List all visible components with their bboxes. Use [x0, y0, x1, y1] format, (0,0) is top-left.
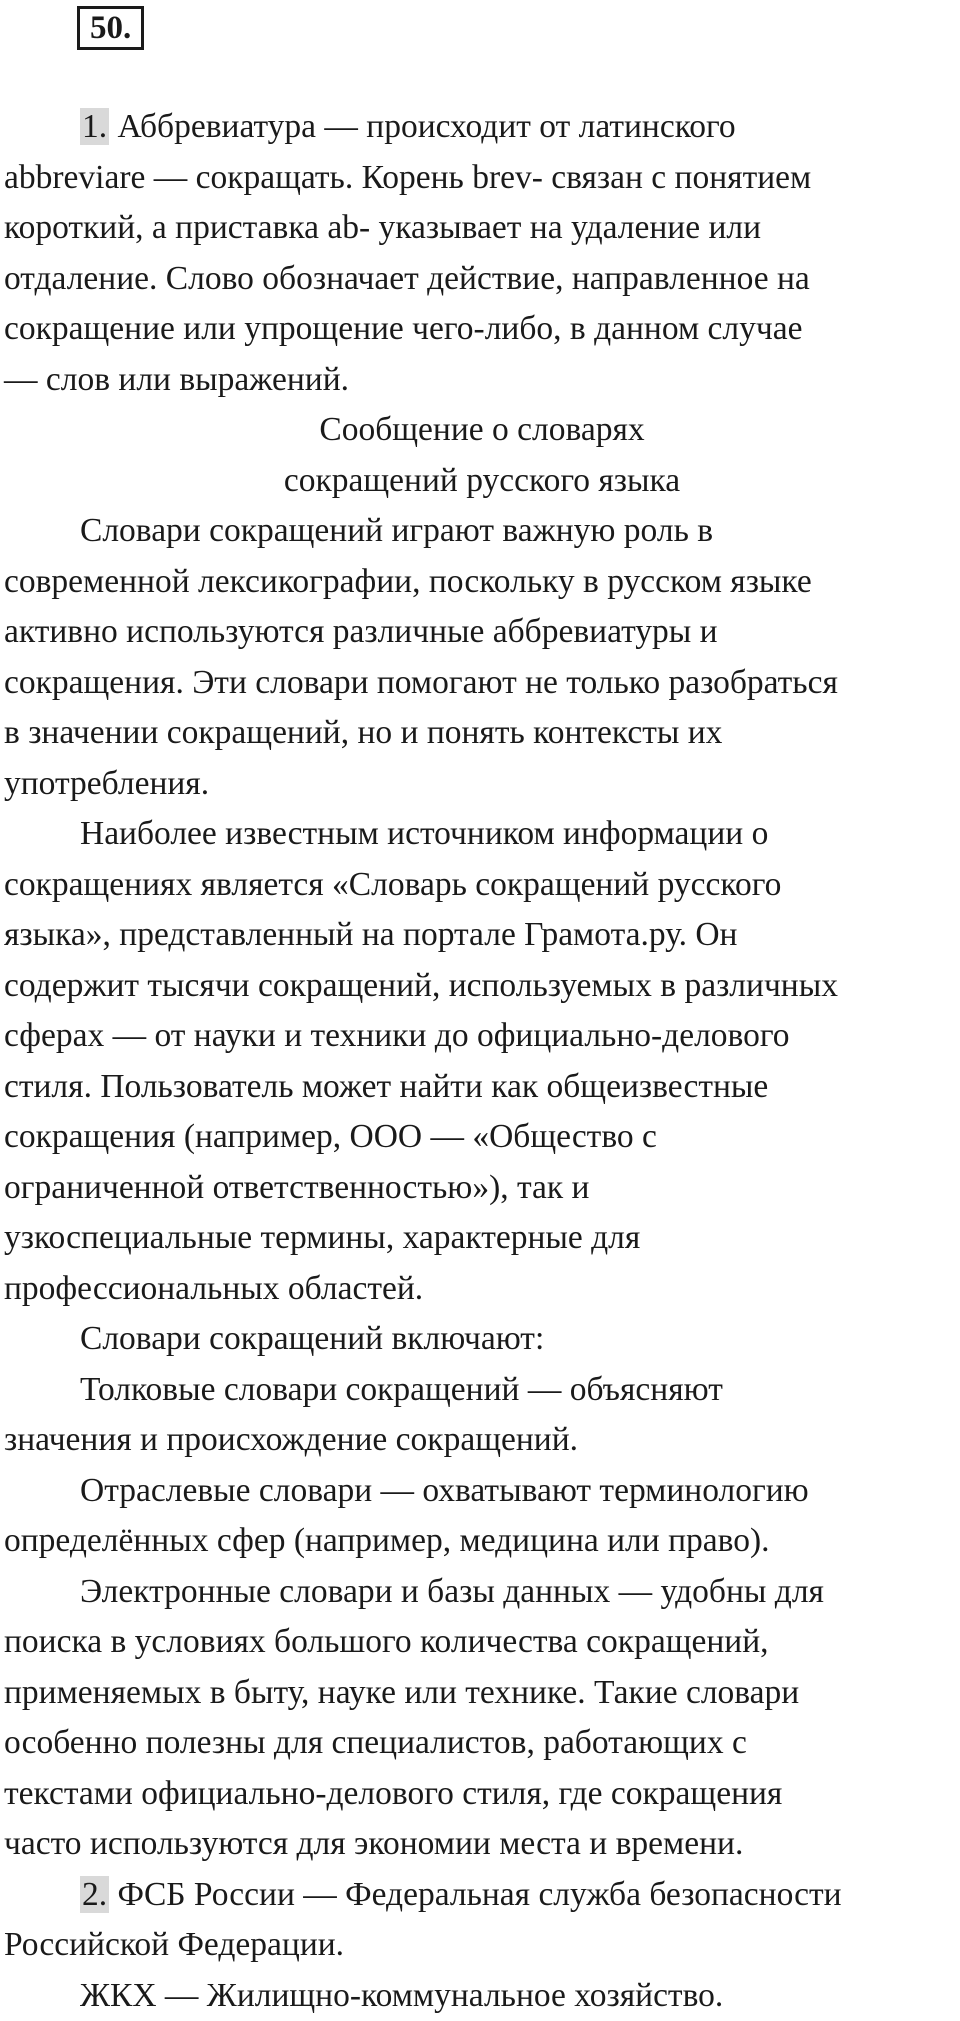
report-line-10: содержит тысячи сокращений, используемых в различных — [4, 966, 838, 1004]
report-line-19: значения и происхождение сокращений. — [4, 1421, 579, 1458]
report-line-25: особенно полезны для специалистов, работающих с — [4, 1724, 747, 1761]
report-line-23: поиска в условиях большого количества сокращений, — [4, 1623, 769, 1660]
section1-line-4: отдаление. Слово обозначает действие, направленное на — [4, 259, 810, 297]
report-line-7: Наиболее известным источником информации о — [80, 815, 769, 852]
report-line-11: сферах — от науки и техники до официально-делового — [4, 1017, 790, 1054]
exercise-number-box: 50. — [77, 6, 144, 50]
section1-line-6: — слов или выражений. — [4, 360, 350, 398]
report-line-13: сокращения (например, ООО — «Общество с — [4, 1118, 657, 1155]
section2-line-2: Российской Федерации. — [4, 1926, 345, 1963]
section1-line-1 — [4, 102, 960, 153]
report-line-18: Толковые словари сокращений — объясняют — [80, 1370, 723, 1408]
report-line-26: текстами официально-делового стиля, где сокращения — [4, 1774, 783, 1812]
section2-line-1 — [4, 1870, 960, 1921]
report-line-17: Словари сокращений включают: — [80, 1320, 545, 1357]
report-line-24: применяемых в быту, науке или технике. Такие словари — [4, 1673, 800, 1711]
report-line-1: Словари сокращений играют важную роль в — [80, 512, 714, 549]
section1-line-5: сокращение или упрощение чего-либо, в данном случае — [4, 310, 803, 347]
report-line-9: языка», представленный на портале Грамота.ру. Он — [4, 916, 738, 953]
report-line-8: сокращениях является «Словарь сокращений русского — [4, 865, 782, 903]
report-line-16: профессиональных областей. — [4, 1269, 424, 1307]
report-line-14: ограниченной ответственностью»), так и — [4, 1168, 590, 1206]
section2-line-3: ЖКХ — Жилищно-коммунальное хозяйство. — [80, 1976, 724, 2014]
report-line-21: определённых сфер (например, медицина или право). — [4, 1522, 770, 1559]
report-line-4: сокращения. Эти словари помогают не только разобраться — [4, 663, 838, 701]
report-line-3: активно используются различные аббревиатуры и — [4, 613, 718, 650]
section1-line-1-text: Аббревиатура — происходит от латинского — [117, 108, 736, 145]
section1-line-3: короткий, а приставка ab- указывает на удаление или — [4, 209, 762, 246]
report-title-line-2: сокращений русского языка — [283, 461, 681, 499]
section1-badge: 1. — [82, 108, 108, 145]
section2-badge: 2. — [82, 1875, 108, 1913]
report-line-5: в значении сокращений, но и понять контексты их — [4, 714, 723, 751]
report-line-20: Отраслевые словари — охватывают терминологию — [80, 1471, 809, 1509]
report-line-6: употребления. — [4, 764, 210, 802]
report-line-15: узкоспециальные термины, характерные для — [4, 1219, 641, 1256]
section1-line-2: abbreviare — сокращать. Корень brev- связан с понятием — [4, 158, 812, 196]
report-line-22: Электронные словари и базы данных — удобны для — [80, 1572, 824, 1610]
report-line-12: стиля. Пользователь может найти как общеизвестные — [4, 1067, 769, 1105]
section2-line-1-text: ФСБ России — Федеральная служба безопасности — [117, 1875, 842, 1913]
report-title-line-1: Сообщение о словарях — [319, 411, 645, 448]
document-body — [4, 102, 960, 2021]
report-line-2: современной лексикографии, поскольку в русском языке — [4, 562, 812, 600]
report-line-27: часто используются для экономии места и времени. — [4, 1825, 744, 1862]
